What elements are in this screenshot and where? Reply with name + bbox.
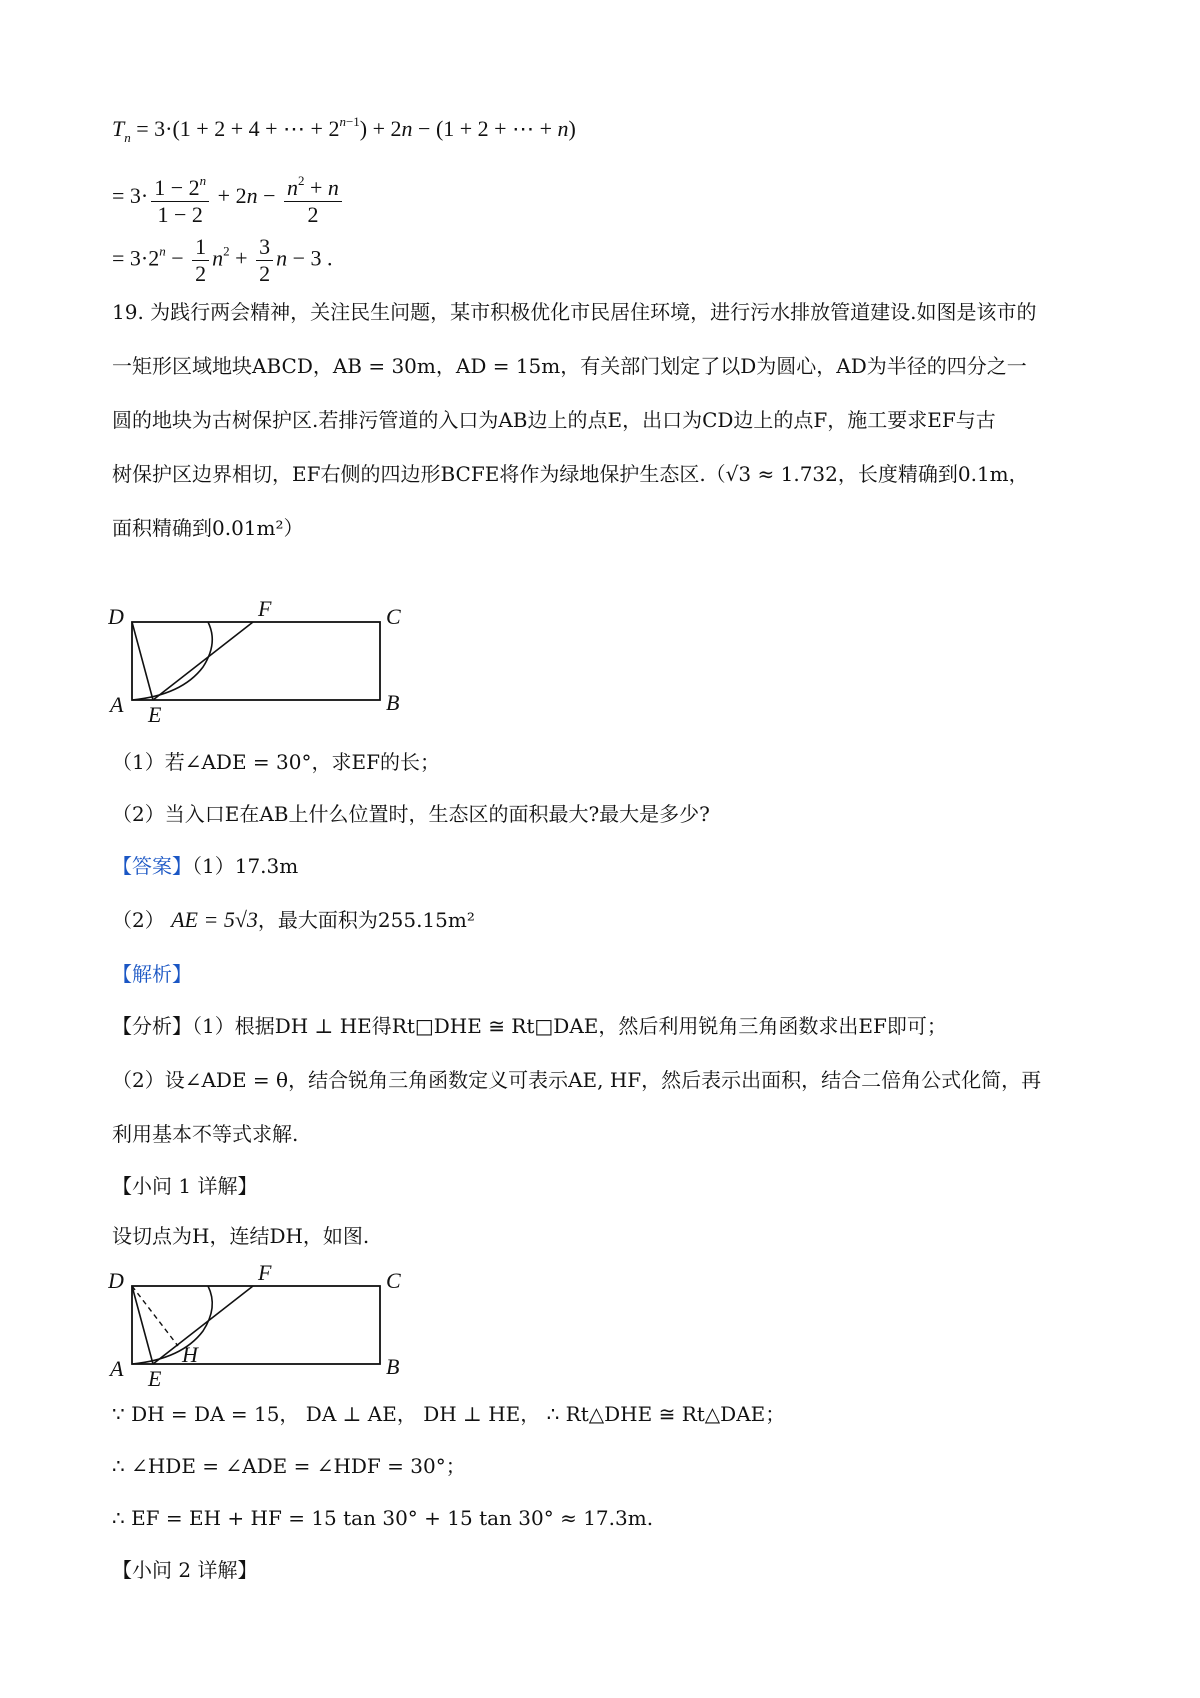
fig1-label-A: A [110,692,124,717]
analysis-p1: 【分析】（1）根据DH ⊥ HE得Rt□DHE ≅ Rt□DAE，然后利用锐角三角函数求出EF即可； [112,1014,947,1038]
answer-line-2: （2） AE = 5√3，最大面积为255.15m² [112,907,475,932]
fig1-label-C: C [386,604,401,629]
analysis-tag: 【解析】 [112,962,192,986]
part1-intro: 设切点为H，连结DH，如图. [112,1224,370,1248]
problem-line-3: 圆的地块为古树保护区.若排污管道的入口为AB边上的点E，出口为CD边上的点F，施工要求EF与古 [112,408,996,432]
derivation-line-1: $T_n = 3\cdot(1 + 2 + 4$ + ⋯ + $2^{n-1}) + 2n - (1 + 2$ + ⋯ + n) [112,114,576,145]
fig2-label-D: D [108,1268,124,1293]
problem-line-1: 19. 为践行两会精神，关注民生问题，某市积极优化市民居住环境，进行污水排放管道建设.如图是该市的 [112,300,1037,324]
fig2-label-C: C [386,1268,401,1293]
question-1: （1）若∠ADE = 30°，求EF的长； [112,750,440,774]
figure-2-tangent-diagram [108,1250,408,1386]
fig2-label-A: A [110,1356,124,1381]
answer-ae-expr: AE = 5√3 [171,907,258,932]
answer-line-1: 【答案】（1）17.3m [112,854,299,878]
derivation-line-3: = $3\cdot 2^n$ − $\frac{1}{2}$ $n^2$ + $\frac{3}{2}$ n − 3 . [112,234,333,286]
problem-line-5: 面积精确到0.01m²） [112,516,304,540]
fig1-label-B: B [386,690,400,715]
part1-step-3: ∴ EF = EH + HF = 15 tan 30° + 15 tan 30° ≈ 17.3m. [112,1506,654,1530]
question-2: （2）当入口E在AB上什么位置时，生态区的面积最大?最大是多少? [112,802,710,826]
fig1-label-F: F [258,596,272,621]
fig2-label-B: B [386,1354,400,1379]
fig1-label-D: D [108,604,124,629]
fig2-label-H: H [182,1342,198,1367]
analysis-p2: （2）设∠ADE = θ，结合锐角三角函数定义可表示AE, HF，然后表示出面积，结合二倍角公式化简，再 [112,1068,1042,1092]
part2-heading: 【小问 2 详解】 [112,1558,258,1582]
fig2-label-F: F [258,1260,272,1285]
figure-1-rectangle-diagram [108,592,408,722]
answer-tag: 【答案】 [112,854,192,878]
fig2-label-E: E [148,1366,162,1386]
analysis-p3: 利用基本不等式求解. [112,1122,299,1146]
problem-line-2: 一矩形区域地块ABCD，AB = 30m，AD = 15m，有关部门划定了以D为圆心，AD为半径的四分之一 [112,354,1027,378]
part1-heading: 【小问 1 详解】 [112,1174,258,1198]
part1-step-2: ∴ ∠HDE = ∠ADE = ∠HDF = 30°； [112,1454,466,1478]
problem-line-4: 树保护区边界相切，EF右侧的四边形BCFE将作为绿地保护生态区.（√3 ≈ 1.732，长度精确到0.1m， [112,462,1029,486]
fig1-label-E: E [148,702,162,722]
part1-step-1: ∵ DH = DA = 15， DA ⊥ AE， DH ⊥ HE， ∴ Rt△DHE ≅ Rt△DAE； [112,1402,786,1426]
derivation-line-2: = 3· $\frac{1 - 2^n}{1 - 2}$ + 2n − $\frac{n^2 + n}{2}$ [112,168,345,228]
